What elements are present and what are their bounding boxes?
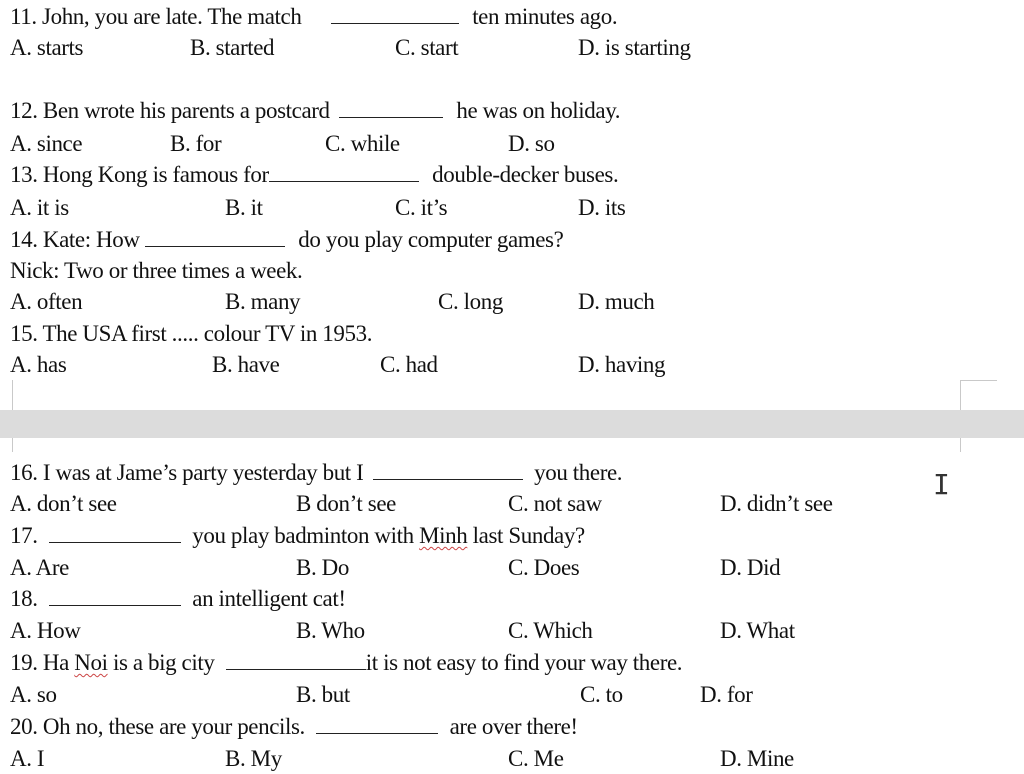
question-17-blank[interactable] [49, 524, 181, 543]
question-11-text: 11. John, you are late. The match [10, 4, 302, 29]
q19-option-a: A. so [10, 682, 57, 707]
q14-option-d: D. much [578, 289, 655, 314]
question-13-stem [10, 162, 618, 188]
q16-option-d: D. didn’t see [720, 491, 833, 516]
question-16-text: 16. I was at Jame’s party yesterday but I [10, 460, 364, 485]
q18-option-b: B. Who [296, 618, 365, 643]
question-14-text-end: do you play computer games? [298, 227, 564, 252]
q13-option-c: C. it’s [395, 195, 448, 220]
question-13-blank[interactable] [269, 163, 419, 182]
q15-option-a: A. has [10, 352, 67, 377]
q16-option-c: C. not saw [508, 491, 602, 516]
q11-option-d: D. is starting [578, 35, 691, 60]
page-break-gap [0, 410, 1024, 438]
question-14-text: 14. Kate: How [10, 227, 140, 252]
document-page-2 [0, 452, 1024, 774]
q20-option-b: B. My [225, 746, 282, 771]
question-13-text-end: double-decker buses. [432, 162, 619, 187]
q13-option-d: D. its [578, 195, 626, 220]
question-13-text: 13. Hong Kong is famous for [10, 162, 269, 187]
q12-option-d: D. so [508, 131, 555, 156]
q16-option-b: B don’t see [296, 491, 396, 516]
q20-option-c: C. Me [508, 746, 564, 771]
q13-option-a: A. it is [10, 195, 69, 220]
q14-option-b: B. many [225, 289, 301, 314]
q15-option-c: C. had [380, 352, 438, 377]
q14-option-c: C. long [438, 289, 503, 314]
q18-option-d: D. What [720, 618, 795, 643]
q13-option-b: B. it [225, 195, 263, 220]
q19-option-b: B. but [296, 682, 350, 707]
q11-option-b: B. started [190, 35, 275, 60]
question-14-stem [10, 227, 563, 253]
question-11-text-end: ten minutes ago. [472, 4, 618, 29]
q18-option-a: A. How [10, 618, 81, 643]
q17-option-b: B. Do [296, 555, 349, 580]
question-19-text-end: it is not easy to find your way there. [365, 650, 683, 675]
text-cursor-icon: I [933, 468, 950, 501]
q20-option-d: D. Mine [720, 746, 794, 771]
question-15-stem: 15. The USA first ..... colour TV in 1953. [10, 321, 373, 346]
q12-option-a: A. since [10, 131, 83, 156]
q17-option-a: A. Are [10, 555, 69, 580]
q11-option-a: A. starts [10, 35, 84, 60]
question-14-line-2: Nick: Two or three times a week. [10, 258, 303, 283]
spellcheck-word: Minh [419, 523, 468, 548]
question-20-text: 20. Oh no, these are your pencils. [10, 714, 305, 739]
question-19-text-mid: is a big city [112, 650, 215, 675]
question-11-stem [10, 4, 617, 30]
question-17-number: 17. [10, 523, 38, 548]
q19-option-d: D. for [700, 682, 753, 707]
q15-option-b: B. have [212, 352, 280, 377]
question-17-text-end: last Sunday? [472, 523, 585, 548]
question-19-blank[interactable] [226, 651, 366, 670]
question-18-stem [10, 586, 346, 612]
question-12-text-end: he was on holiday. [456, 98, 621, 123]
spellcheck-word: Noi [74, 650, 108, 675]
question-20-stem [10, 714, 578, 740]
q19-option-c: C. to [580, 682, 623, 707]
question-18-text: an intelligent cat! [192, 586, 346, 611]
question-12-text: 12. Ben wrote his parents a postcard [10, 98, 330, 123]
page-corner-mark [960, 380, 997, 411]
q20-option-a: A. I [10, 746, 45, 771]
question-16-blank[interactable] [373, 461, 523, 480]
q15-option-d: D. having [578, 352, 666, 377]
question-17-text: you play badminton with [192, 523, 414, 548]
q12-option-b: B. for [170, 131, 222, 156]
q12-option-c: C. while [325, 131, 400, 156]
question-17-stem [10, 523, 585, 549]
question-20-blank[interactable] [316, 715, 438, 734]
question-18-blank[interactable] [49, 587, 181, 606]
question-19-stem [10, 650, 682, 676]
q18-option-c: C. Which [508, 618, 593, 643]
question-18-number: 18. [10, 586, 38, 611]
question-14-blank[interactable] [145, 228, 285, 247]
question-20-text-end: are over there! [449, 714, 578, 739]
q16-option-a: A. don’t see [10, 491, 117, 516]
question-12-stem [10, 98, 620, 124]
q11-option-c: C. start [395, 35, 459, 60]
question-11-blank[interactable] [331, 5, 459, 24]
question-19-text: 19. Ha [10, 650, 69, 675]
q14-option-a: A. often [10, 289, 83, 314]
question-16-stem [10, 460, 622, 486]
q17-option-c: C. Does [508, 555, 580, 580]
question-12-blank[interactable] [339, 99, 443, 118]
q17-option-d: D. Did [720, 555, 781, 580]
page-corner-mark [0, 380, 13, 410]
question-16-text-end: you there. [534, 460, 623, 485]
